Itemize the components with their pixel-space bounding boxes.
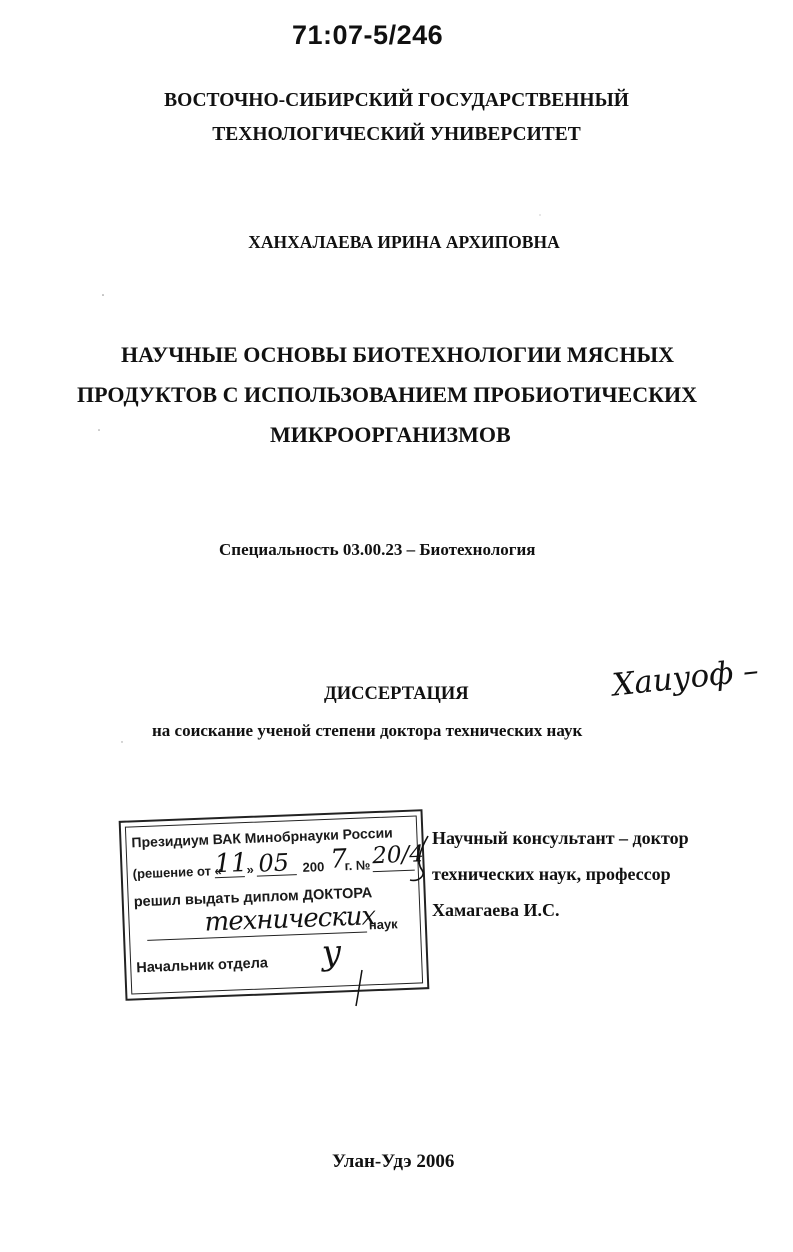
stamp-decision-day: 11	[213, 847, 249, 880]
city-year: Улан-Удэ 2006	[332, 1151, 455, 1172]
degree-subtitle: на соискание ученой степени доктора технических наук	[152, 721, 583, 740]
stamp-line-presidium: Президиум ВАК Минобрнауки России	[131, 824, 394, 851]
consultant-line-2: технических наук, профессор	[432, 864, 671, 884]
university-line-2: ТЕХНОЛОГИЧЕСКИЙ УНИВЕРСИТЕТ	[212, 124, 581, 145]
consultant-line-1: Научный консультант – доктор	[432, 828, 689, 848]
consultant-line-3: Хамагаева И.С.	[432, 900, 560, 920]
handwritten-signature: Хаиуоф –	[610, 652, 761, 704]
stamp-field-handwritten: технических	[204, 901, 376, 938]
stamp-line-diploma: решил выдать диплом ДОКТОРА	[133, 885, 373, 911]
specialty: Специальность 03.00.23 – Биотехнология	[219, 540, 536, 559]
stamp-chief-signature: у	[321, 932, 343, 974]
scientific-consultant	[432, 820, 689, 928]
stamp-year-suffix: г. №	[344, 857, 371, 874]
stamp-year-prefix: 200	[302, 859, 325, 875]
document-type: ДИССЕРТАЦИЯ	[324, 684, 469, 704]
stamp-decision-prefix: (решение от «	[132, 862, 223, 882]
stamp-decision-month: 05	[257, 848, 290, 878]
stamp-quote-mid: »	[246, 861, 255, 878]
thesis-title-line-2: ПРОДУКТОВ С ИСПОЛЬЗОВАНИЕМ ПРОБИОТИЧЕСКИХ	[77, 382, 698, 407]
thesis-title-line-3: МИКРООРГАНИЗМОВ	[270, 422, 511, 447]
stamp-decision-number: 20/4	[371, 841, 425, 870]
signature-stroke	[330, 820, 440, 1010]
author-name: ХАНХАЛАЕВА ИРИНА АРХИПОВНА	[248, 232, 560, 252]
thesis-title-line-1: НАУЧНЫЕ ОСНОВЫ БИОТЕХНОЛОГИИ МЯСНЫХ	[121, 342, 675, 367]
stamp-year-digit: 7	[329, 844, 348, 875]
archive-code: 71:07-5/246	[292, 20, 444, 50]
university-name	[0, 84, 793, 152]
university-line-1: ВОСТОЧНО-СИБИРСКИЙ ГОСУДАРСТВЕННЫЙ	[164, 90, 629, 111]
stamp-field-suffix: наук	[368, 916, 398, 933]
stamp-line-chief: Начальник отдела	[136, 955, 269, 977]
